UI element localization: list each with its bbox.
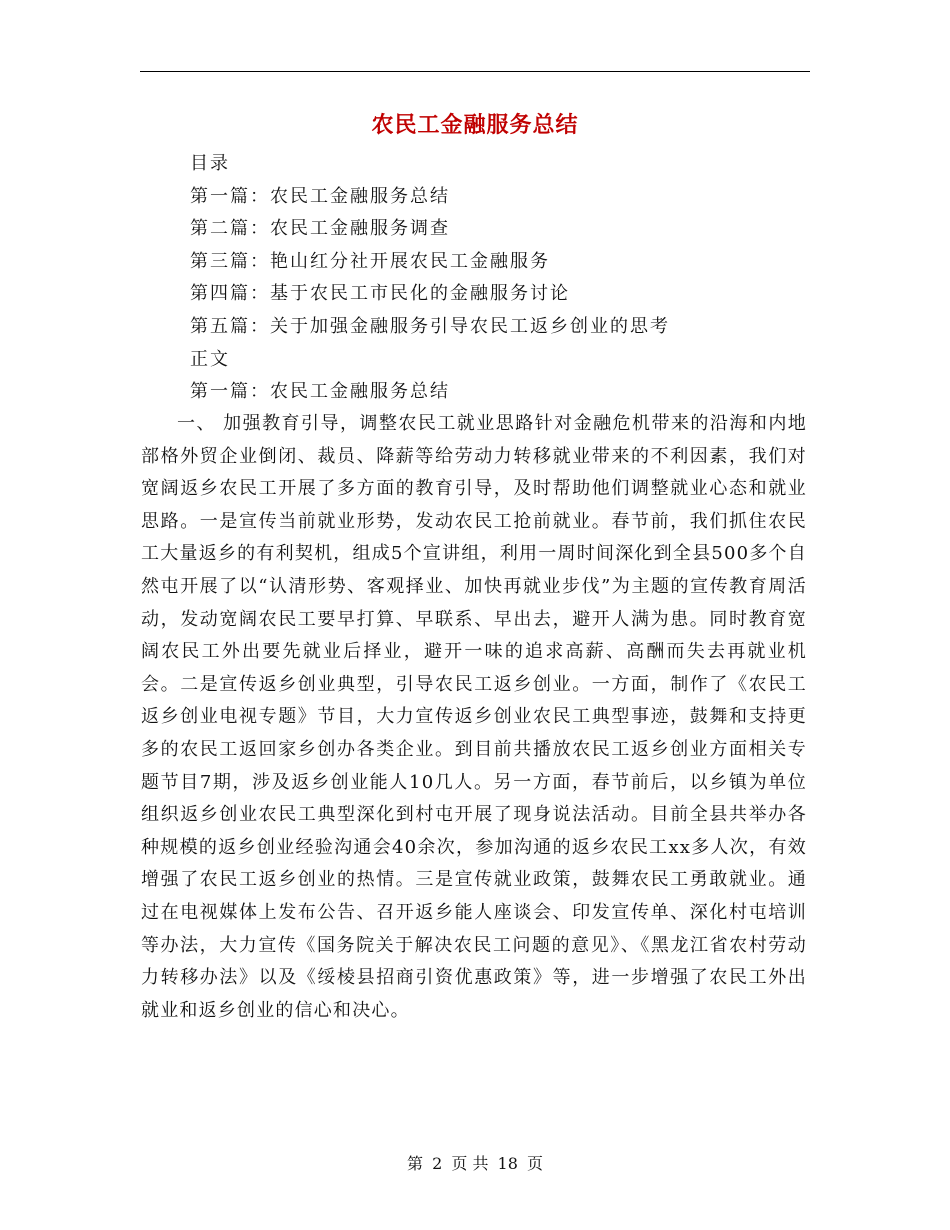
footer-middle: 页 共 <box>451 1154 489 1173</box>
toc-item-4: 第四篇：基于农民工市民化的金融服务讨论 <box>190 283 570 305</box>
toc-item-5: 第五篇：关于加强金融服务引导农民工返乡创业的思考 <box>190 315 670 337</box>
table-of-contents <box>190 148 810 409</box>
document-title: 农民工金融服务总结 <box>371 112 579 138</box>
footer-suffix: 页 <box>527 1154 544 1173</box>
footer-prefix: 第 <box>406 1154 423 1173</box>
footer-total-pages: 18 <box>497 1154 518 1173</box>
header-rule <box>140 71 810 72</box>
body-paragraph: 一、 加强教育引导，调整农民工就业思路针对金融危机带来的沿海和内地部格外贸企业倒闭、裁员、降薪等给劳动力转移就业带来的不利因素，我们对宽阔返乡农民工开展了多方面的教育引导，及时帮助他们调整就业心态和就业思路。一是宣传当前就业形势，发动农民工抢前就业。春节前，我们抓住农民工大量返乡的有利契机，组成5个宣讲组，利用一周时间深化到全县500多个自然屯开展了以“认清形势、客观择业、加快再就业步伐”为主题的宣传教育周活动，发动宽阔农民工要早打算、早联系、早出去，避开人满为患。同时教育宽阔农民工外出要先就业后择业，避开一味的追求高薪、高酬而失去再就业机会。二是宣传返乡创业典型，引导农民工返乡创业。一方面，制作了《农民工返乡创业电视专题》节目，大力宣传返乡创业农民工典型事迹，鼓舞和支持更多的农民工返回家乡创办各类企业。到目前共播放农民工返乡创业方面相关专题节目7期，涉及返乡创业能人10几人。另一方面，春节前后，以乡镇为单位组织返乡创业农民工典型深化到村屯开展了现身说法活动。目前全县共举办各种规模的返乡创业经验沟通会40余次，参加沟通的返乡农民工xx多人次，有效增强了农民工返乡创业的热情。三是宣传就业政策，鼓舞农民工勇敢就业。通过在电视媒体上发布公告、召开返乡能人座谈会、印发宣传单、深化村屯培训等办法，大力宣传《国务院关于解决农民工问题的意见》、《黑龙江省农村劳动力转移办法》以及《绥棱县招商引资优惠政策》等，进一步增强了农民工外出就业和返乡创业的信心和决心。 <box>141 413 807 1021</box>
page-footer <box>0 1152 950 1176</box>
toc-heading: 目录 <box>190 153 230 174</box>
section-heading: 第一篇：农民工金融服务总结 <box>190 381 450 403</box>
body-heading: 正文 <box>190 348 230 370</box>
toc-item-1: 第一篇：农民工金融服务总结 <box>190 185 450 207</box>
toc-item-2: 第二篇：农民工金融服务调查 <box>190 218 450 240</box>
toc-item-3: 第三篇：艳山红分社开展农民工金融服务 <box>190 250 550 272</box>
footer-current-page: 2 <box>432 1154 443 1173</box>
